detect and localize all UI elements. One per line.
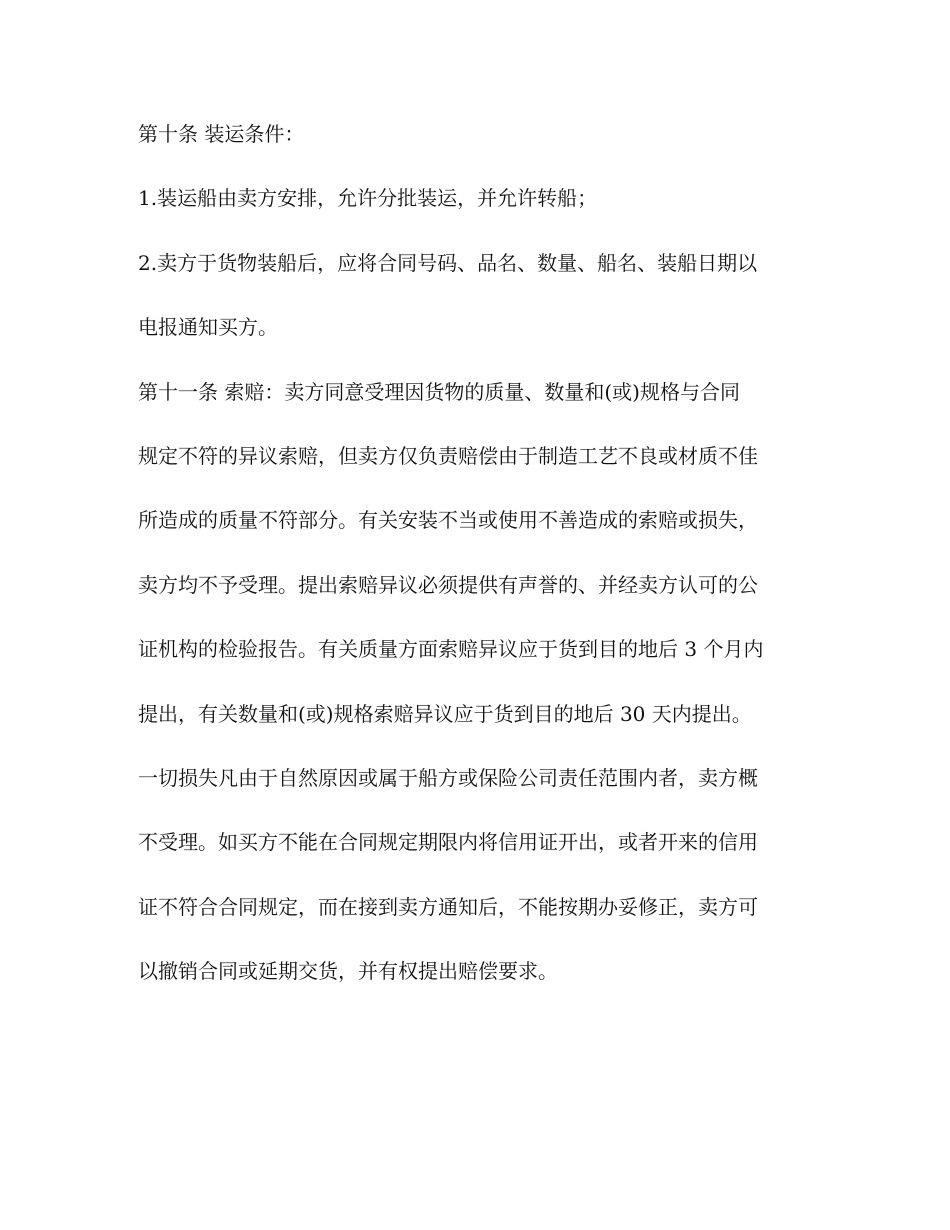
- text-line: 电报通知买方。: [138, 315, 278, 340]
- document-body: [138, 124, 828, 1025]
- text-line: 提出，有关数量和(或)规格索赔异议应于货到目的地后 30 天内提出。: [138, 701, 752, 726]
- text-line: 证不符合合同规定，而在接到卖方通知后，不能按期办妥修正，卖方可: [138, 894, 758, 919]
- article-11-heading: 第十一条 索赔：卖方同意受理因货物的质量、数量和(或)规格与合同: [138, 379, 740, 404]
- text-line: 2.卖方于货物装船后，应将合同号码、品名、数量、船名、装船日期以: [138, 250, 758, 275]
- text-line: 规定不符的异议索赔，但卖方仅负责赔偿由于制造工艺不良或材质不佳: [138, 443, 758, 468]
- text-line: 卖方均不予受理。提出索赔异议必须提供有声誉的、并经卖方认可的公: [138, 572, 758, 597]
- text-line: 不受理。如买方不能在合同规定期限内将信用证开出，或者开来的信用: [138, 830, 758, 855]
- article-10-heading: 第十条 装运条件：: [138, 122, 305, 146]
- text-line: 证机构的检验报告。有关质量方面索赔异议应于货到目的地后 3 个月内: [138, 637, 764, 662]
- text-line: 一切损失凡由于自然原因或属于船方或保险公司责任范围内者，卖方概: [138, 765, 758, 790]
- text-line: 以撤销合同或延期交货，并有权提出赔偿要求。: [138, 959, 558, 984]
- text-line: 1.装运船由卖方安排，允许分批装运，并允许转船；: [138, 186, 598, 211]
- text-line: 所造成的质量不符部分。有关安装不当或使用不善造成的索赔或损失，: [138, 508, 758, 533]
